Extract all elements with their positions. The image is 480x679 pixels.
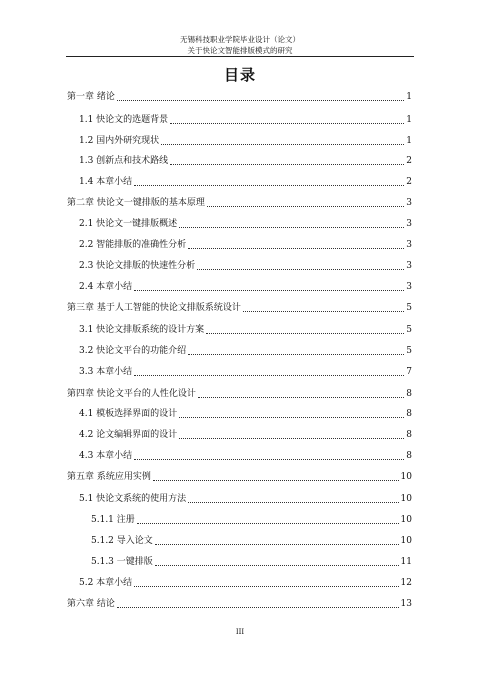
page-number-footer: III [235,628,245,636]
toc-entry[interactable] [79,115,412,126]
toc-entry-page-number: 2 [406,156,412,166]
header-school-line: 无锡科技职业学院毕业设计（论文） [180,35,300,44]
toc-entry[interactable] [79,177,412,188]
dot-leader [117,607,399,608]
toc-entry[interactable] [67,389,412,400]
toc-entry-title: 3.2 快论文平台的功能介绍 [79,346,187,356]
dot-leader [243,311,404,312]
dot-leader [170,123,404,124]
toc-entry[interactable] [79,136,412,147]
toc-entry[interactable] [91,536,412,547]
toc-entry[interactable] [67,92,412,103]
toc-title: 目录 [223,66,256,84]
toc-entry-page-number: 3 [406,198,412,208]
dot-leader [207,206,404,207]
toc-entry-page-number: 5 [406,325,412,335]
toc-entry-page-number: 3 [406,282,412,292]
dot-leader [188,502,398,503]
toc-entry[interactable] [79,219,412,230]
toc-entry-page-number: 3 [406,219,412,229]
dot-leader [134,290,404,291]
toc-entry[interactable] [91,557,412,568]
toc-entry-title: 3.1 快论文排版系统的设计方案 [79,325,205,335]
toc-entry-page-number: 8 [406,409,412,419]
toc-entry-page-number: 12 [400,578,412,588]
toc-entry[interactable] [67,198,412,209]
toc-entry-title: 2.2 智能排版的准确性分析 [79,240,187,250]
toc-entry-title: 第一章 绪论 [67,92,115,102]
dot-leader [170,164,404,165]
toc-entry[interactable] [79,451,412,462]
dot-leader [155,544,399,545]
dot-leader [188,354,404,355]
dot-leader [197,269,404,270]
toc-entry[interactable] [79,494,412,505]
dot-leader [134,459,404,460]
dot-leader [161,144,404,145]
header-rule [66,56,414,57]
toc-entry-title: 1.1 快论文的选题背景 [79,115,169,125]
dot-leader [134,185,404,186]
dot-leader [188,248,404,249]
toc-entry-title: 5.1.3 一键排版 [91,557,153,567]
toc-entry-page-number: 1 [406,115,412,125]
toc-entry-page-number: 3 [406,261,412,271]
toc-entry[interactable] [79,430,412,441]
toc-entry[interactable] [79,409,412,420]
toc-entry-page-number: 5 [406,303,412,313]
toc-entry-page-number: 8 [406,389,412,399]
toc-entry-page-number: 8 [406,451,412,461]
toc-entry-title: 2.3 快论文排版的快速性分析 [79,261,196,271]
dot-leader [137,523,399,524]
toc-entry-page-number: 11 [400,557,412,567]
toc-entry-page-number: 7 [406,367,412,377]
toc-entry-title: 5.1.1 注册 [91,515,135,525]
toc-entry-page-number: 10 [400,515,412,525]
toc-entry-title: 1.3 创新点和技术路线 [79,156,169,166]
toc-entry[interactable] [67,303,412,314]
toc-entry-title: 5.1 快论文系统的使用方法 [79,494,187,504]
toc-entry-page-number: 1 [406,136,412,146]
toc-entry[interactable] [67,599,412,610]
toc-entry-title: 4.3 本章小结 [79,451,133,461]
toc-entry-page-number: 10 [400,472,412,482]
dot-leader [179,438,404,439]
toc-entry-page-number: 10 [400,536,412,546]
toc-entry[interactable] [79,261,412,272]
toc-entry-title: 第二章 快论文一键排版的基本原理 [67,198,205,208]
toc-entry-page-number: 5 [406,346,412,356]
toc-entry-title: 第三章 基于人工智能的快论文排版系统设计 [67,303,241,313]
toc-entry-page-number: 2 [406,177,412,187]
header-thesis-title: 关于快论文智能排版模式的研究 [187,46,293,55]
toc-entry[interactable] [79,346,412,357]
toc-entry-title: 第四章 快论文平台的人性化设计 [67,389,196,399]
running-header [0,34,480,56]
toc-entry-page-number: 10 [400,494,412,504]
dot-leader [117,100,404,101]
toc-entry[interactable] [67,472,412,483]
dot-leader [198,397,404,398]
toc-entry-page-number: 13 [400,599,412,609]
toc-entry[interactable] [91,515,412,526]
dot-leader [179,227,404,228]
toc-entry-title: 3.3 本章小结 [79,367,133,377]
dot-leader [134,375,404,376]
toc-entry-title: 2.4 本章小结 [79,282,133,292]
toc-entry[interactable] [79,325,412,336]
toc-entry-title: 1.2 国内外研究现状 [79,136,160,146]
toc-entry-title: 第五章 系统应用实例 [67,472,151,482]
toc-entry-title: 1.4 本章小结 [79,177,133,187]
toc-entry-title: 4.2 论文编辑界面的设计 [79,430,178,440]
toc-entry-page-number: 1 [406,92,412,102]
toc-entry[interactable] [79,240,412,251]
toc-entry-title: 5.1.2 导入论文 [91,536,153,546]
toc-entry-title: 5.2 本章小结 [79,578,133,588]
toc-entry[interactable] [79,156,412,167]
toc-entry-title: 4.1 模板选择界面的设计 [79,409,178,419]
toc-entry-title: 2.1 快论文一键排版概述 [79,219,178,229]
dot-leader [155,565,399,566]
toc-entry[interactable] [79,578,412,589]
toc-entry-title: 第六章 结论 [67,599,115,609]
dot-leader [134,586,398,587]
toc-entry-page-number: 8 [406,430,412,440]
toc-entry[interactable] [79,367,412,378]
toc-entry-page-number: 3 [406,240,412,250]
dot-leader [153,480,399,481]
dot-leader [206,333,404,334]
toc-entry[interactable] [79,282,412,293]
dot-leader [179,417,404,418]
